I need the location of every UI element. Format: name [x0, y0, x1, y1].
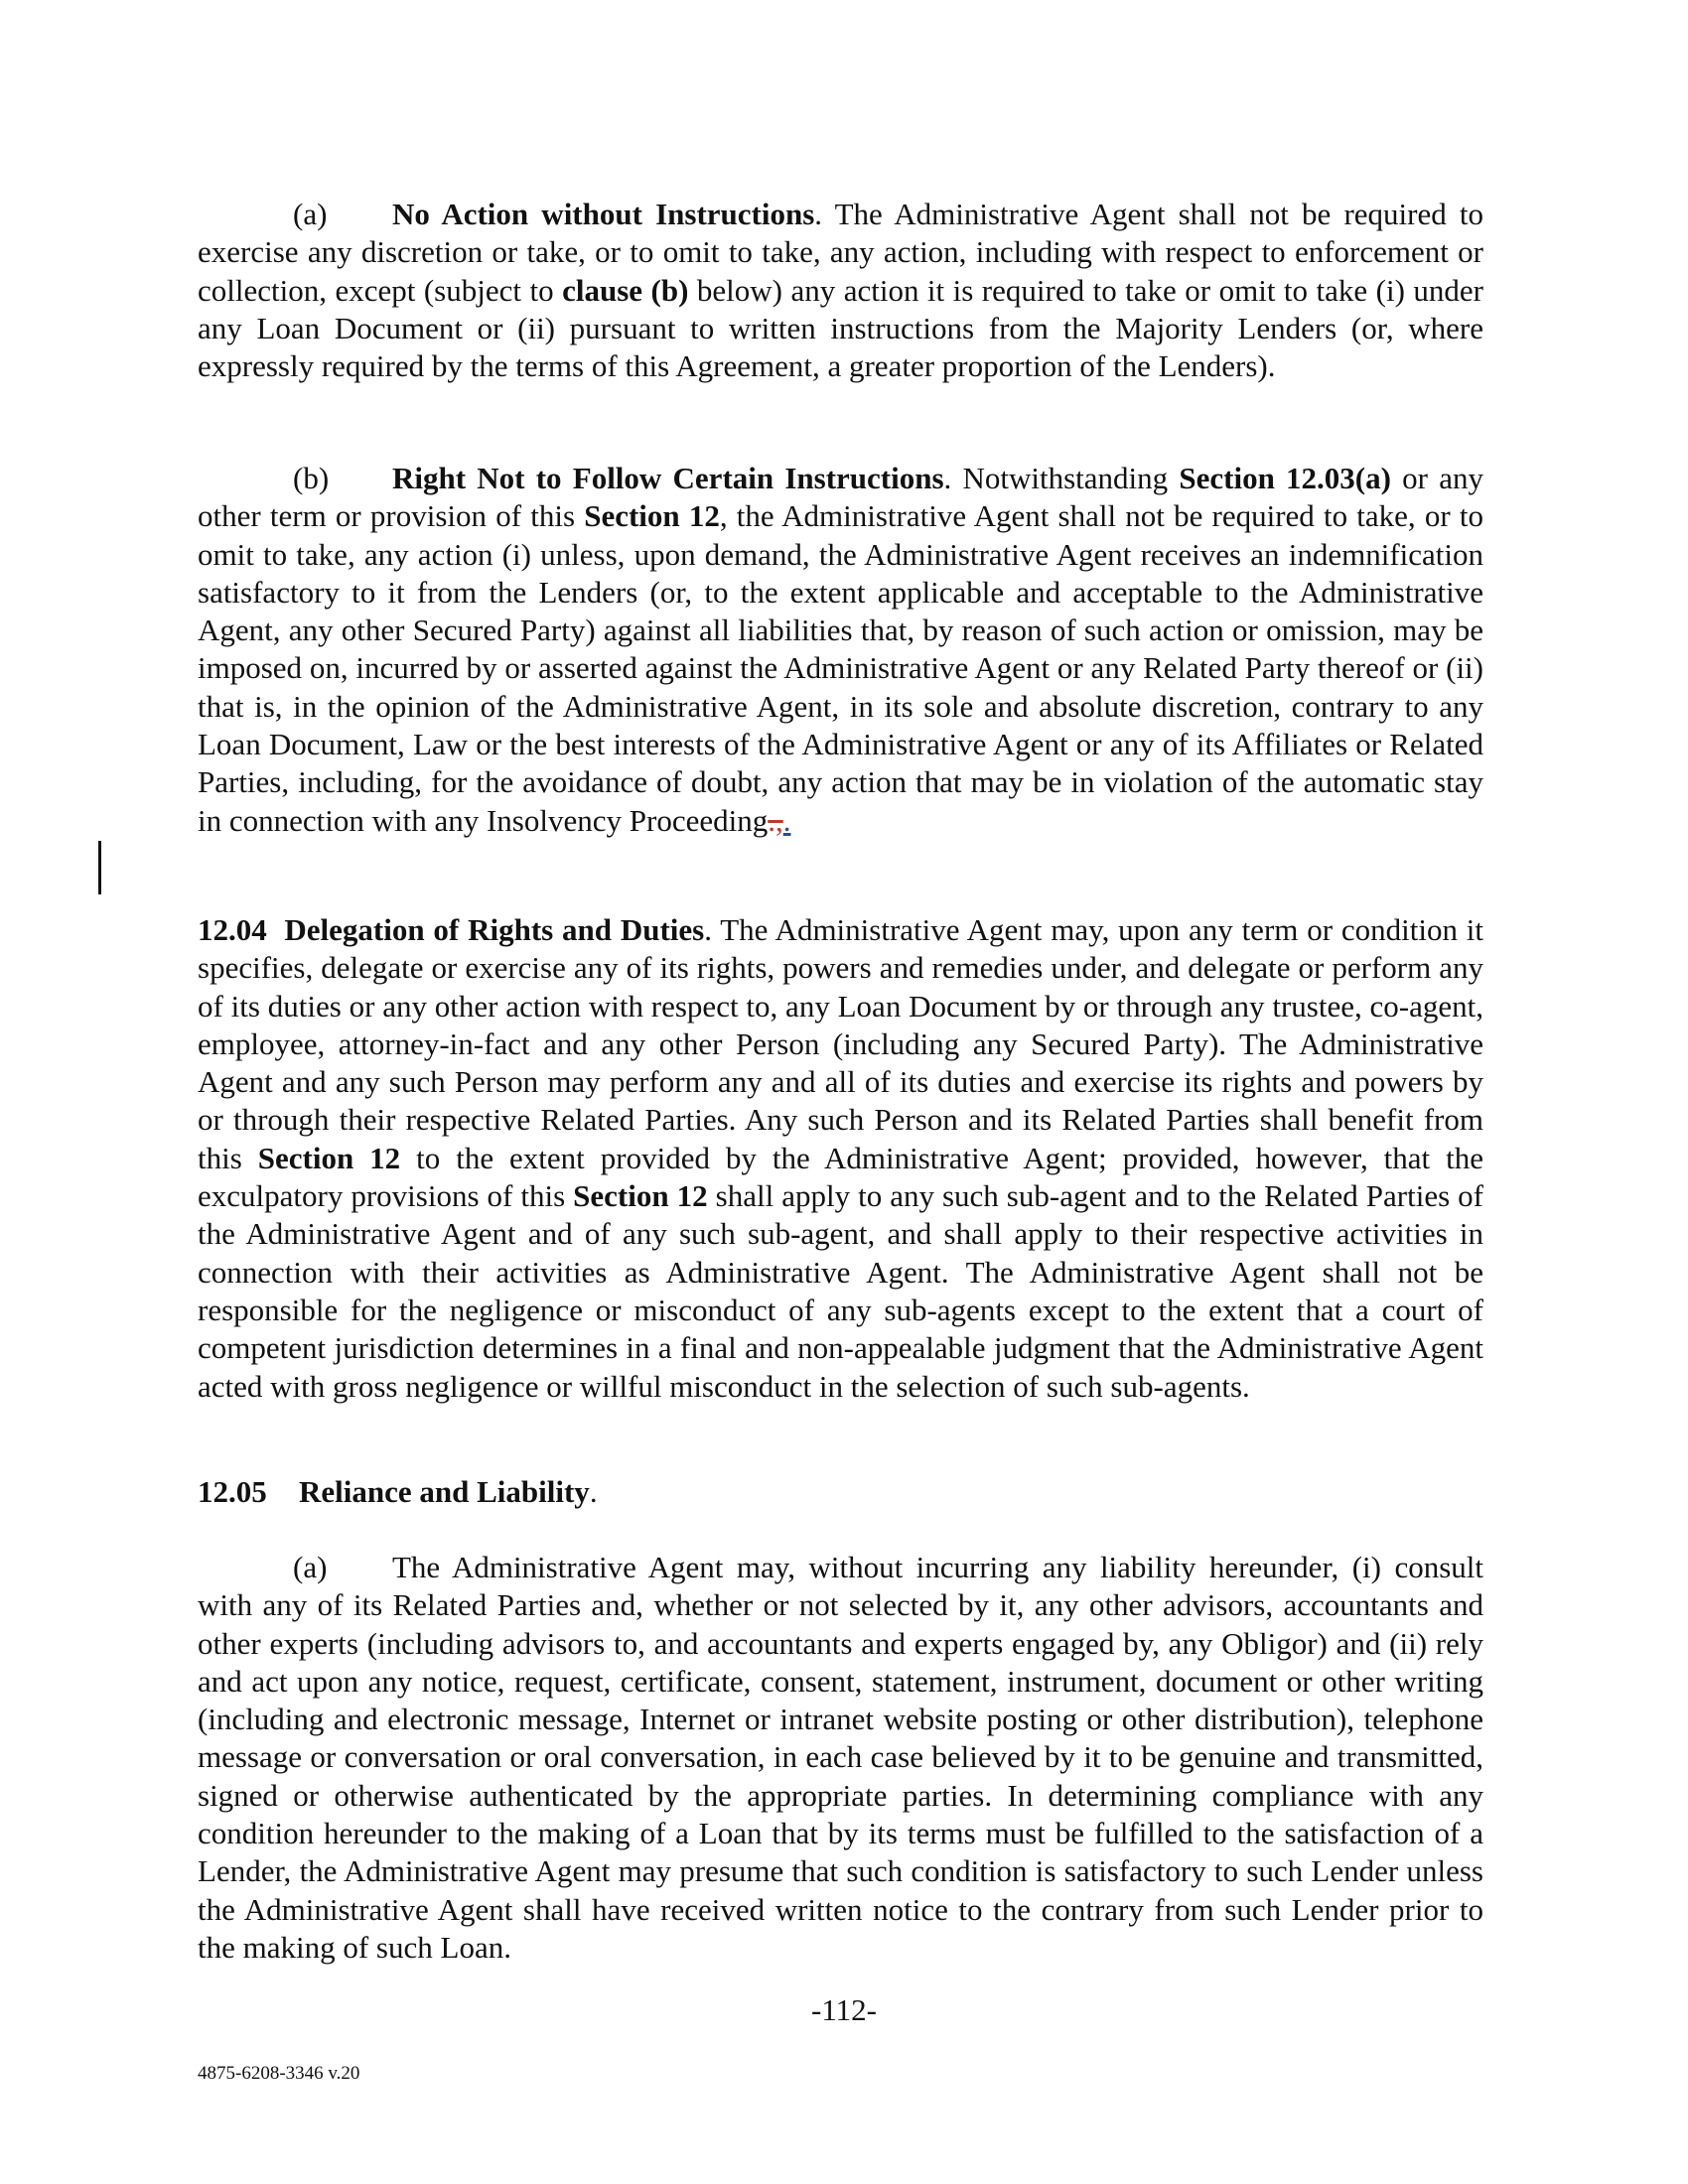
paragraph-title: No Action without Instructions	[392, 197, 815, 231]
paragraph-title: Right Not to Follow Certain Instructions	[392, 461, 944, 495]
paragraph-label: (b)	[293, 461, 330, 495]
tracked-deletion: .,	[768, 802, 783, 838]
clause-reference: clause (b)	[562, 272, 689, 308]
paragraph-label: (a)	[293, 1550, 328, 1584]
tracked-insertion: .	[782, 802, 791, 838]
paragraph-a-reliance: (a) The Administrative Agent may, without incurring any liability hereunder, (i) consult with any of its Related Parties and, whether or not selected by it, any other advisors, accountants and other experts (including advisors to, and accountants and experts engaged by, any Obligor) and (ii) rely and act upon any notice, request, certificate, consent, statement, instrument, document or other writing (including and electronic message, Internet or intranet website posting or other distribution), telephone message or conversation or oral conversation, in each case believed by it to be genuine and transmitted, signed or otherwise authenticated by the appropriate parties. In determining compliance with any condition hereunder to the making of a Loan that by its terms must be fulfilled to the satisfaction of a Lender, the Administrative Agent may presume that such condition is satisfactory to such Lender unless the Administrative Agent shall have received written notice to the contrary from such Lender prior to the making of such Loan.	[198, 1550, 1483, 1965]
section-number: 12.04	[198, 912, 267, 947]
section-12-05-heading: 12.05 Reliance and Liability.	[198, 1473, 1483, 1511]
section-reference: Section 12	[584, 498, 720, 534]
section-12-04-delegation: 12.04 Delegation of Rights and Duties. The Administrative Agent may, upon any term or condition it specifies, delegate or exercise any of its rights, powers and remedies under, and delegate or perform any of its duties or any other action with respect to, any Loan Document by or through any trustee, co-agent, employee, attorney-in-fact and any other Person (including any Secured Party). The Administrative Agent and any such Person may perform any and all of its duties and exercise its rights and powers by or through their respective Related Parties. Any such Person and its Related Parties shall benefit from this Section 12 to the extent provided by the Administrative Agent; provided, however, that the exculpatory provisions of this Section 12 shall apply to any such sub-agent and to the Related Parties of the Administrative Agent and of any such sub-agent, and shall apply to their respective activities in connection with their activities as Administrative Agent. The Administrative Agent shall not be responsible for the negligence or misconduct of any sub-agents except to the extent that a court of competent jurisdiction determines in a final and non-appealable judgment that the Administrative Agent acted with gross negligence or willful misconduct in the selection of such sub-agents.	[198, 912, 1484, 1404]
page-number: -112-	[811, 1992, 877, 2027]
revision-change-bar	[98, 841, 101, 894]
paragraph-label: (a)	[293, 197, 328, 231]
section-reference: Section 12	[573, 1178, 708, 1214]
section-title: Reliance and Liability	[299, 1474, 590, 1509]
section-reference: Section 12	[257, 1140, 401, 1175]
paragraph-b-right-not-to-follow: (b) Right Not to Follow Certain Instructions. Notwithstanding Section 12.03(a) or any other term or provision of this Section 12, the Administrative Agent shall not be required to take, or to omit to take, any action (i) unless, upon demand, the Administrative Agent receives an indemnification satisfactory to it from the Lenders (or, to the extent applicable and acceptable to the Administrative Agent, any other Secured Party) against all liabilities that, by reason of such action or omission, may be imposed on, incurred by or asserted against the Administrative Agent or any Related Party thereof or (ii) that is, in the opinion of the Administrative Agent, in its sole and absolute discretion, contrary to any Loan Document, Law or the best interests of the Administrative Agent or any of its Affiliates or Related Parties, including, for the avoidance of doubt, any action that may be in violation of the automatic stay in connection with any Insolvency Proceeding.,.	[198, 461, 1484, 838]
paragraph-a-no-action: (a) No Action without Instructions. The Administrative Agent shall not be required to exercise any discretion or take, or to omit to take, any action, including with respect to enforcement or collection, except (subject to clause (b) below) any action it is required to take or omit to take (i) under any Loan Document or (ii) pursuant to written instructions from the Majority Lenders (or, where expressly required by the terms of this Agreement, a greater proportion of the Lenders).	[198, 197, 1483, 384]
section-number: 12.05	[198, 1474, 267, 1509]
section-title: Delegation of Rights and Duties	[284, 912, 705, 947]
document-id: 4875-6208-3346 v.20	[198, 2063, 360, 2084]
section-reference: Section 12.03(a)	[1179, 461, 1391, 495]
